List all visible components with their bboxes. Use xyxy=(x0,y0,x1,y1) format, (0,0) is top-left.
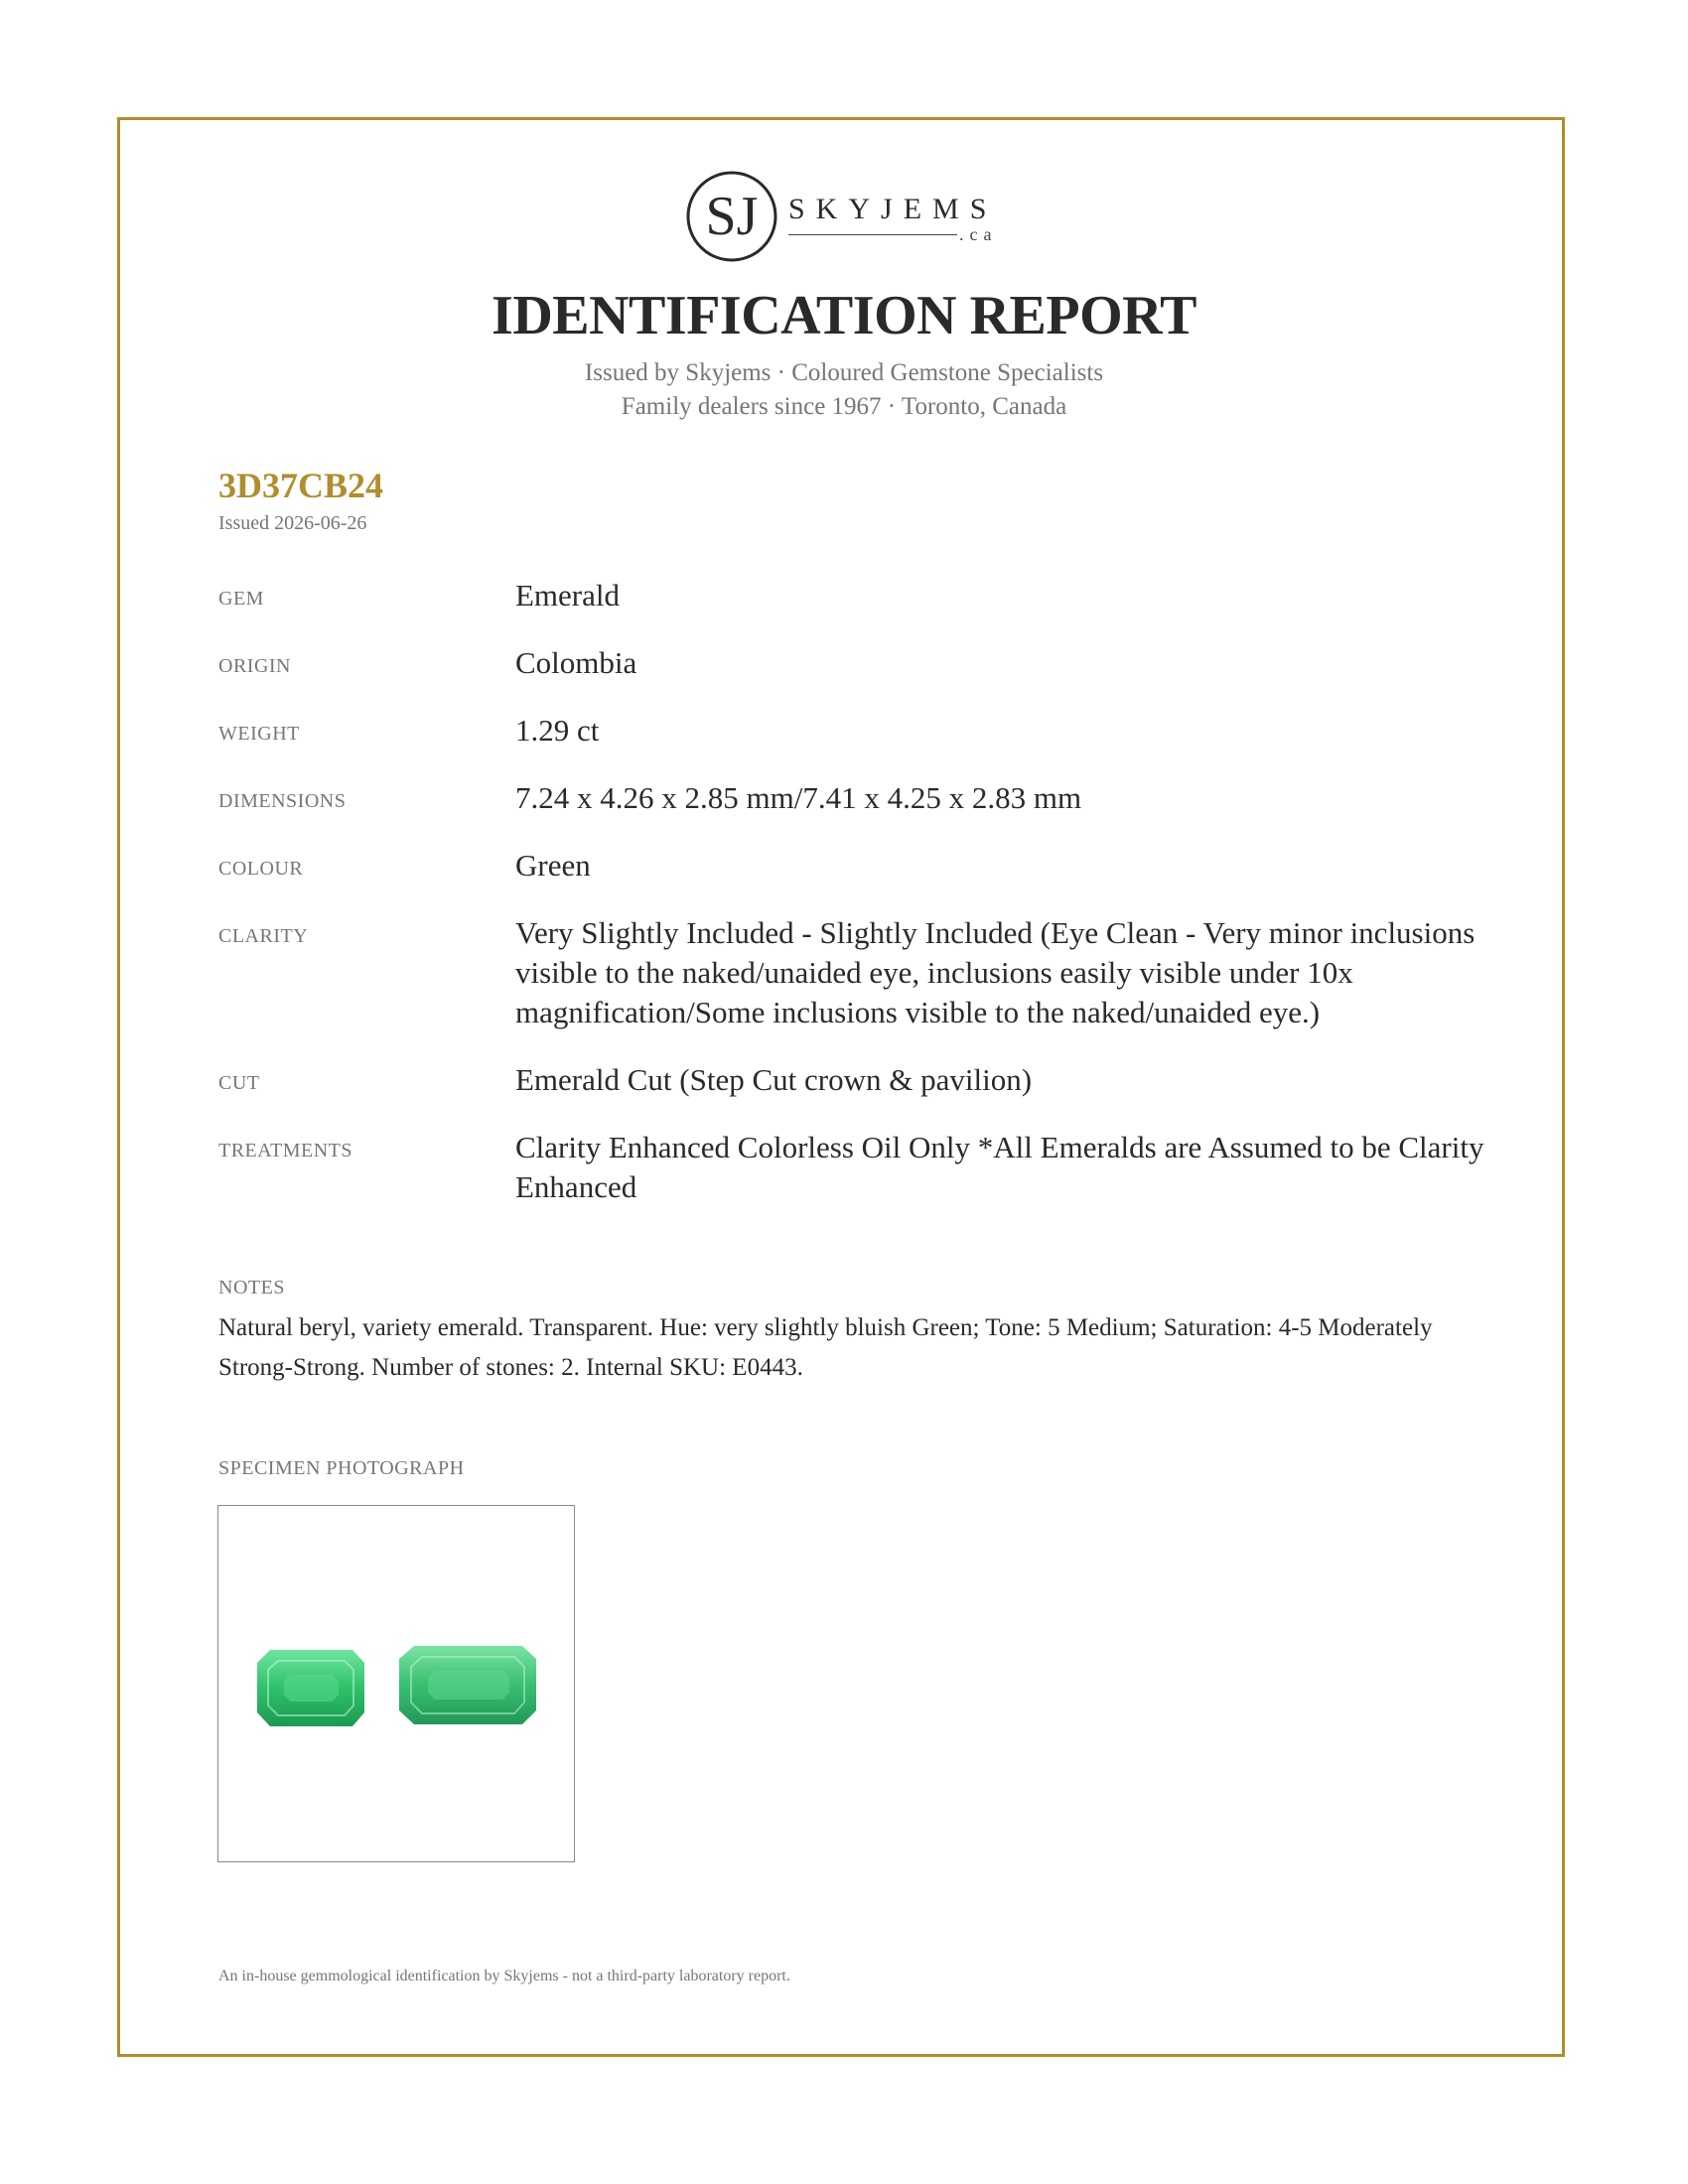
dealer-line: Family dealers since 1967 · Toronto, Canada xyxy=(621,393,1067,420)
field-value: Emerald xyxy=(515,578,621,613)
sj-monogram-icon xyxy=(685,167,784,266)
field-value: Green xyxy=(515,848,591,883)
page-title: IDENTIFICATION REPORT xyxy=(492,285,1196,346)
field-value: 1.29 ct xyxy=(515,713,600,748)
field-value: Emerald Cut (Step Cut crown & pavilion) xyxy=(515,1062,1033,1097)
specimen-photo xyxy=(217,1505,575,1862)
svg-text:SJ: SJ xyxy=(705,186,759,247)
brand-rule xyxy=(788,234,957,235)
field-label: WEIGHT xyxy=(218,723,300,745)
field-label: CUT xyxy=(218,1072,260,1094)
field-label: ORIGIN xyxy=(218,655,291,677)
emerald-pair-image xyxy=(218,1506,573,1860)
field-label: TREATMENTS xyxy=(218,1140,352,1161)
notes-heading: NOTES xyxy=(218,1277,285,1298)
issuer-line: Issued by Skyjems · Coloured Gemstone Specialists xyxy=(584,359,1104,386)
brand-domain-suffix: .ca xyxy=(959,224,998,244)
field-label: GEM xyxy=(218,588,264,610)
photo-heading: SPECIMEN PHOTOGRAPH xyxy=(218,1457,465,1479)
field-label: CLARITY xyxy=(218,925,309,947)
brand-logo xyxy=(685,167,1003,266)
issue-date: Issued 2026-06-26 xyxy=(218,512,367,534)
field-label: DIMENSIONS xyxy=(218,790,347,812)
report-id: 3D37CB24 xyxy=(218,466,384,505)
field-value: 7.24 x 4.26 x 2.85 mm/7.41 x 4.25 x 2.83 mm xyxy=(515,780,1082,815)
field-value: Very Slightly Included - Slightly Included (Eye Clean - Very minor inclusions visible to the naked/unaided eye, inclusions easily visible under 10x magnification/Some inclusions visible to the naked/unaided eye.) xyxy=(515,915,1476,1029)
field-value: Colombia xyxy=(515,645,637,680)
emerald-left-icon xyxy=(257,1650,364,1726)
emerald-right-icon xyxy=(399,1646,536,1724)
field-value: Clarity Enhanced Colorless Oil Only *All Emeralds are Assumed to be Clarity Enhanced xyxy=(515,1130,1484,1204)
brand-name: SKYJEMS xyxy=(788,193,998,225)
footer-disclaimer: An in-house gemmological identification by Skyjems - not a third-party laboratory report. xyxy=(218,1968,790,1984)
field-label: COLOUR xyxy=(218,858,304,880)
notes-text: Natural beryl, variety emerald. Transparent. Hue: very slightly bluish Green; Tone: 5 Medium; Saturation: 4-5 Moderately Strong-Strong. Number of stones: 2. Internal SKU: E0443. xyxy=(218,1314,1433,1381)
